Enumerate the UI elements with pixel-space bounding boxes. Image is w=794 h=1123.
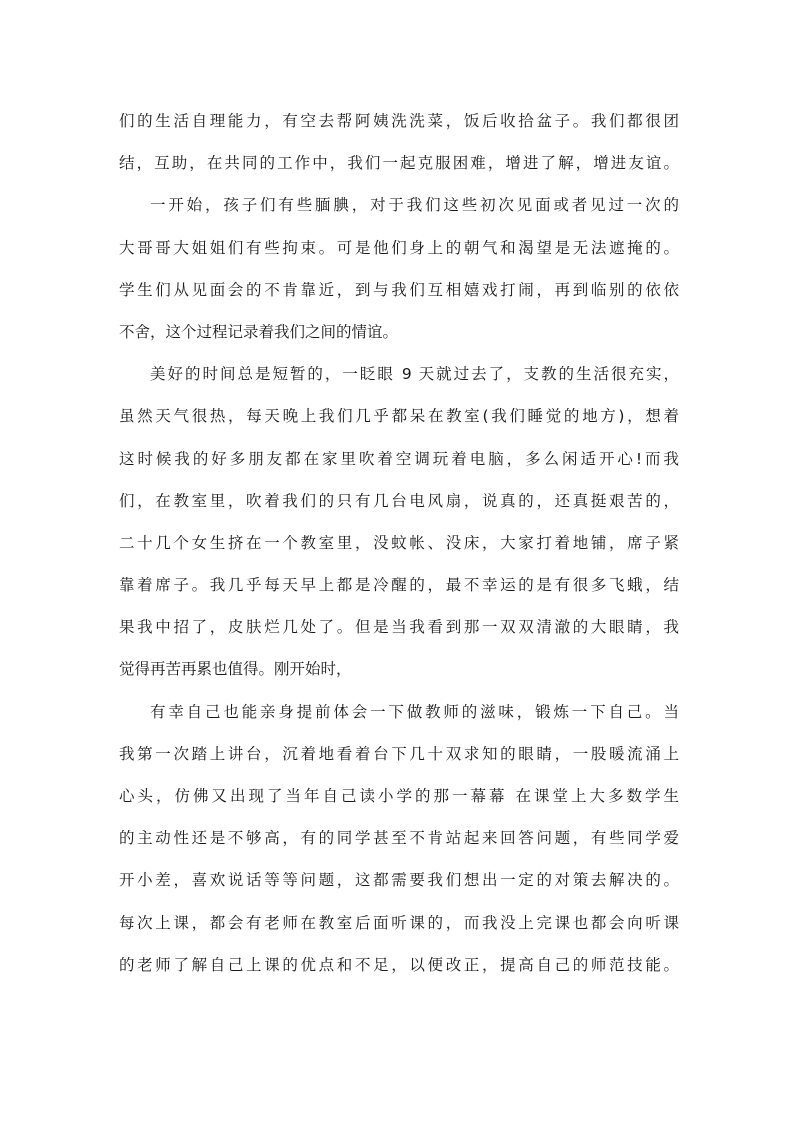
text-line: 果我中招了，皮肤烂几处了。但是当我看到那一双双清澈的大眼睛，我 (119, 618, 679, 637)
paragraph-start-line: 美好的时间总是短暂的，一眨眼 9 天就过去了，支教的生活很充实， (150, 365, 679, 384)
text-line: 这时候我的好多朋友都在家里吹着空调玩着电脑，多么闲适开心!而我 (119, 449, 679, 468)
paragraph-start-line: 一开始，孩子们有些腼腆，对于我们这些初次见面或者见过一次的 (150, 196, 679, 215)
text-line: 的主动性还是不够高，有的同学甚至不肯站起来回答问题，有些同学爱 (119, 829, 679, 848)
text-line: 我第一次踏上讲台，沉着地看着台下几十双求知的眼睛，一股暖流涌上 (119, 744, 679, 763)
paragraph-end-line: 不舍，这个过程记录着我们之间的情谊。 (119, 322, 399, 341)
text-line: 大哥哥大姐姐们有些拘束。可是他们身上的朝气和渴望是无法遮掩的。 (119, 238, 679, 257)
text-line: 的老师了解自己上课的优点和不足，以便改正，提高自己的师范技能。 (119, 955, 679, 974)
document-body (119, 100, 679, 986)
text-line: 靠着席子。我几乎每天早上都是冷醒的，最不幸运的是有很多飞蛾，结 (119, 576, 679, 595)
text-line: 虽然天气很热，每天晚上我们几乎都呆在教室(我们睡觉的地方)，想着 (119, 407, 679, 426)
text-line: 结，互助，在共同的工作中，我们一起克服困难，增进了解，增进友谊。 (119, 154, 679, 173)
paragraph-end-line: 觉得再苦再累也值得。刚开始时， (119, 660, 352, 679)
text-line: 开小差，喜欢说话等等问题，这都需要我们想出一定的对策去解决的。 (119, 871, 679, 890)
text-line: 每次上课，都会有老师在教室后面听课的，而我没上完课也都会向听课 (119, 913, 679, 932)
text-line: 心头，仿佛又出现了当年自己读小学的那一幕幕 在课堂上大多数学生 (119, 787, 679, 805)
text-line: 二十几个女生挤在一个教室里，没蚊帐、没床，大家打着地铺，席子紧 (119, 533, 679, 552)
paragraph-start-line: 有幸自己也能亲身提前体会一下做教师的滋味，锻炼一下自己。当 (150, 702, 679, 721)
text-line: 们，在教室里，吹着我们的只有几台电风扇，说真的，还真挺艰苦的， (119, 491, 679, 510)
text-line: 们的生活自理能力，有空去帮阿姨洗洗菜，饭后收拾盆子。我们都很团 (119, 112, 679, 130)
text-line: 学生们从见面会的不肯靠近，到与我们互相嬉戏打闹，再到临别的依依 (119, 280, 679, 299)
